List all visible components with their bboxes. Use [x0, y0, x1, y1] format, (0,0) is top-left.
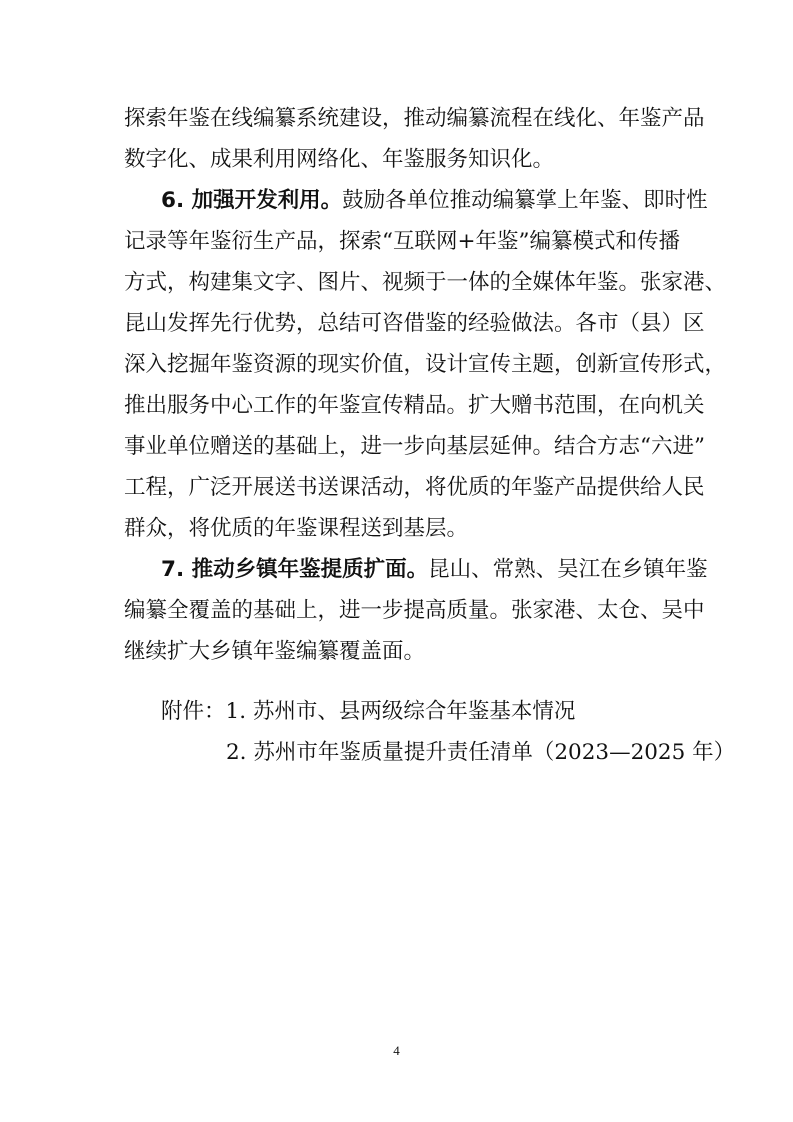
p2-line-9: 群众，将优质的年鉴课程送到基层。 [124, 516, 469, 541]
attachment-item-1: 1. 苏州市、县两级综合年鉴基本情况 [225, 699, 576, 724]
p2-line-6: 推出服务中心工作的年鉴宣传精品。扩大赠书范围，在向机关 [124, 393, 705, 418]
p1-line-2: 数字化、成果利用网络化、年鉴服务知识化。 [124, 147, 555, 172]
attachment-line-1 [161, 697, 575, 727]
p2-line-8: 工程，广泛开展送书送课活动，将优质的年鉴产品提供给人民 [124, 475, 705, 500]
p3-heading: 7. 推动乡镇年鉴提质扩面。 [161, 557, 429, 582]
p2-line-7: 事业单位赠送的基础上，进一步向基层延伸。结合方志“六进” [124, 434, 705, 459]
p2-heading: 6. 加强开发利用。 [161, 188, 343, 213]
p2-line-1 [161, 186, 708, 216]
p3-line-1 [161, 555, 708, 585]
p2-line-1-text: 鼓励各单位推动编纂掌上年鉴、即时性 [342, 188, 708, 213]
p3-line-3: 继续扩大乡镇年鉴编纂覆盖面。 [124, 639, 426, 664]
p2-line-3: 方式，构建集文字、图片、视频于一体的全媒体年鉴。张家港、 [124, 270, 727, 295]
attachment-item-2: 2. 苏州市年鉴质量提升责任清单（2023—2025 年） [226, 740, 736, 765]
p1-line-1: 探索年鉴在线编纂系统建设，推动编纂流程在线化、年鉴产品 [124, 106, 705, 131]
p2-line-2: 记录等年鉴衍生产品，探索“互联网+年鉴”编纂模式和传播 [124, 229, 681, 254]
p3-line-2: 编纂全覆盖的基础上，进一步提高质量。张家港、太仓、吴中 [124, 598, 705, 623]
page-number: 4 [393, 1043, 400, 1058]
p3-line-1-text: 昆山、常熟、吴江在乡镇年鉴 [428, 557, 708, 582]
p2-line-4: 昆山发挥先行优势，总结可咨借鉴的经验做法。各市（县）区 [124, 311, 705, 336]
attachment-label: 附件： [161, 699, 226, 724]
p2-line-5: 深入挖掘年鉴资源的现实价值，设计宣传主题，创新宣传形式， [124, 352, 727, 377]
